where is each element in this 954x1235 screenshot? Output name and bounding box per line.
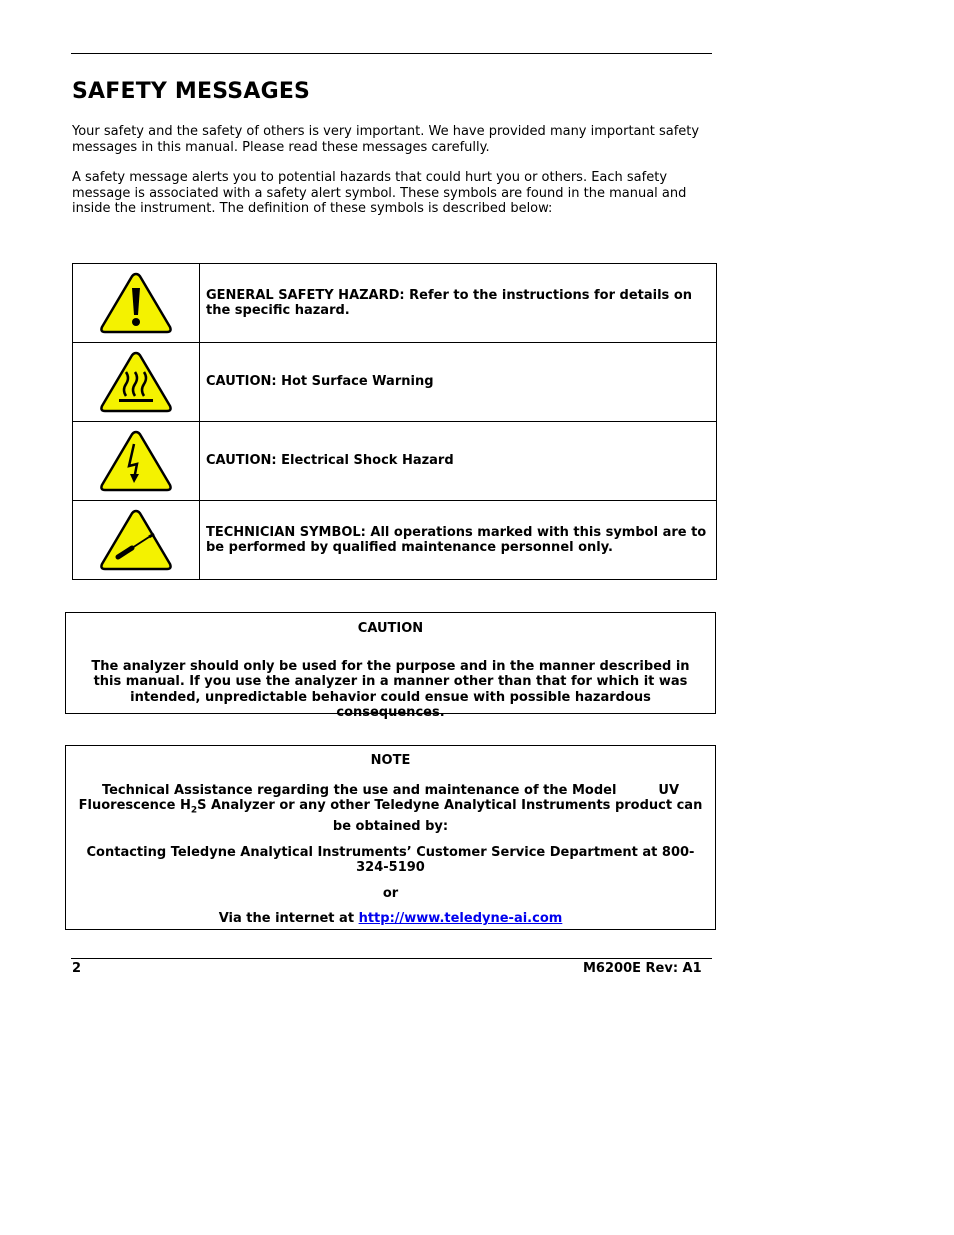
- safety-symbols-table: [72, 263, 717, 580]
- note-paragraph-1: [72, 783, 709, 835]
- note-p1-subscript: 2: [190, 805, 198, 816]
- technician-icon-cell: [73, 501, 200, 580]
- intro-paragraph-2: A safety message alerts you to potential hazards that could hurt you or others. Each safety message is associated with a safety alert symbol. These symbols are found in the manual and inside the instrument. The definition of these symbols is described below:: [72, 170, 687, 216]
- electrical-shock-icon: [99, 429, 173, 493]
- symbol-row-shock: [73, 422, 717, 501]
- note-title: NOTE: [370, 753, 411, 768]
- header-rule: [71, 53, 712, 54]
- caution-title: CAUTION: [357, 621, 424, 636]
- symbol-row-general: [73, 264, 717, 343]
- hot-surface-icon: [99, 350, 173, 414]
- intro-paragraph-1: Your safety and the safety of others is very important. We have provided many important safety messages in this manual. Please read these messages carefully.: [72, 124, 700, 155]
- footer-page-number: 2: [72, 961, 82, 976]
- note-paragraph-or: or: [382, 885, 399, 901]
- note-p1-fluorescence: Fluorescence H: [78, 798, 191, 813]
- note-paragraph-internet: [72, 911, 709, 927]
- note-box: [65, 745, 716, 930]
- caution-body: The analyzer should only be used for the purpose and in the manner described in this manual. If you use the analyzer in a manner other than that for which it was intended, unpredictable behavior could ensue with possible hazardous consequences.: [91, 658, 690, 720]
- symbol-text-general: GENERAL SAFETY HAZARD: Refer to the instructions for details on the specific hazard.: [200, 264, 717, 343]
- hot-surface-icon-cell: [73, 343, 200, 422]
- note-paragraph-2: Contacting Teledyne Analytical Instruments’ Customer Service Department at 800-324-5190: [86, 844, 695, 876]
- note-p1-rest: S Analyzer or any other Teledyne Analytical Instruments product can be obtained by:: [197, 798, 703, 835]
- general-hazard-icon-cell: [73, 264, 200, 343]
- note-p1-uv: UV: [658, 782, 680, 798]
- symbol-text-technician: TECHNICIAN SYMBOL: All operations marked with this symbol are to be performed by qualified maintenance personnel only.: [200, 501, 717, 580]
- note-internet-label: Via the internet at: [218, 911, 359, 927]
- symbol-text-shock: CAUTION: Electrical Shock Hazard: [200, 422, 717, 501]
- page-title: SAFETY MESSAGES: [72, 79, 311, 104]
- footer-document-revision: M6200E Rev: A1: [583, 961, 702, 976]
- electrical-shock-icon-cell: [73, 422, 200, 501]
- symbol-row-technician: [73, 501, 717, 580]
- symbol-text-hot: CAUTION: Hot Surface Warning: [200, 343, 717, 422]
- note-p1-text: Technical Assistance regarding the use and maintenance of the Model: [101, 782, 617, 798]
- exclamation-warning-icon: [99, 271, 173, 335]
- symbol-row-hot: [73, 343, 717, 422]
- technician-screwdriver-icon: [99, 508, 173, 572]
- caution-box: [65, 612, 716, 720]
- teledyne-website-link[interactable]: http://www.teledyne-ai.com: [358, 911, 563, 927]
- footer-rule: [71, 958, 712, 959]
